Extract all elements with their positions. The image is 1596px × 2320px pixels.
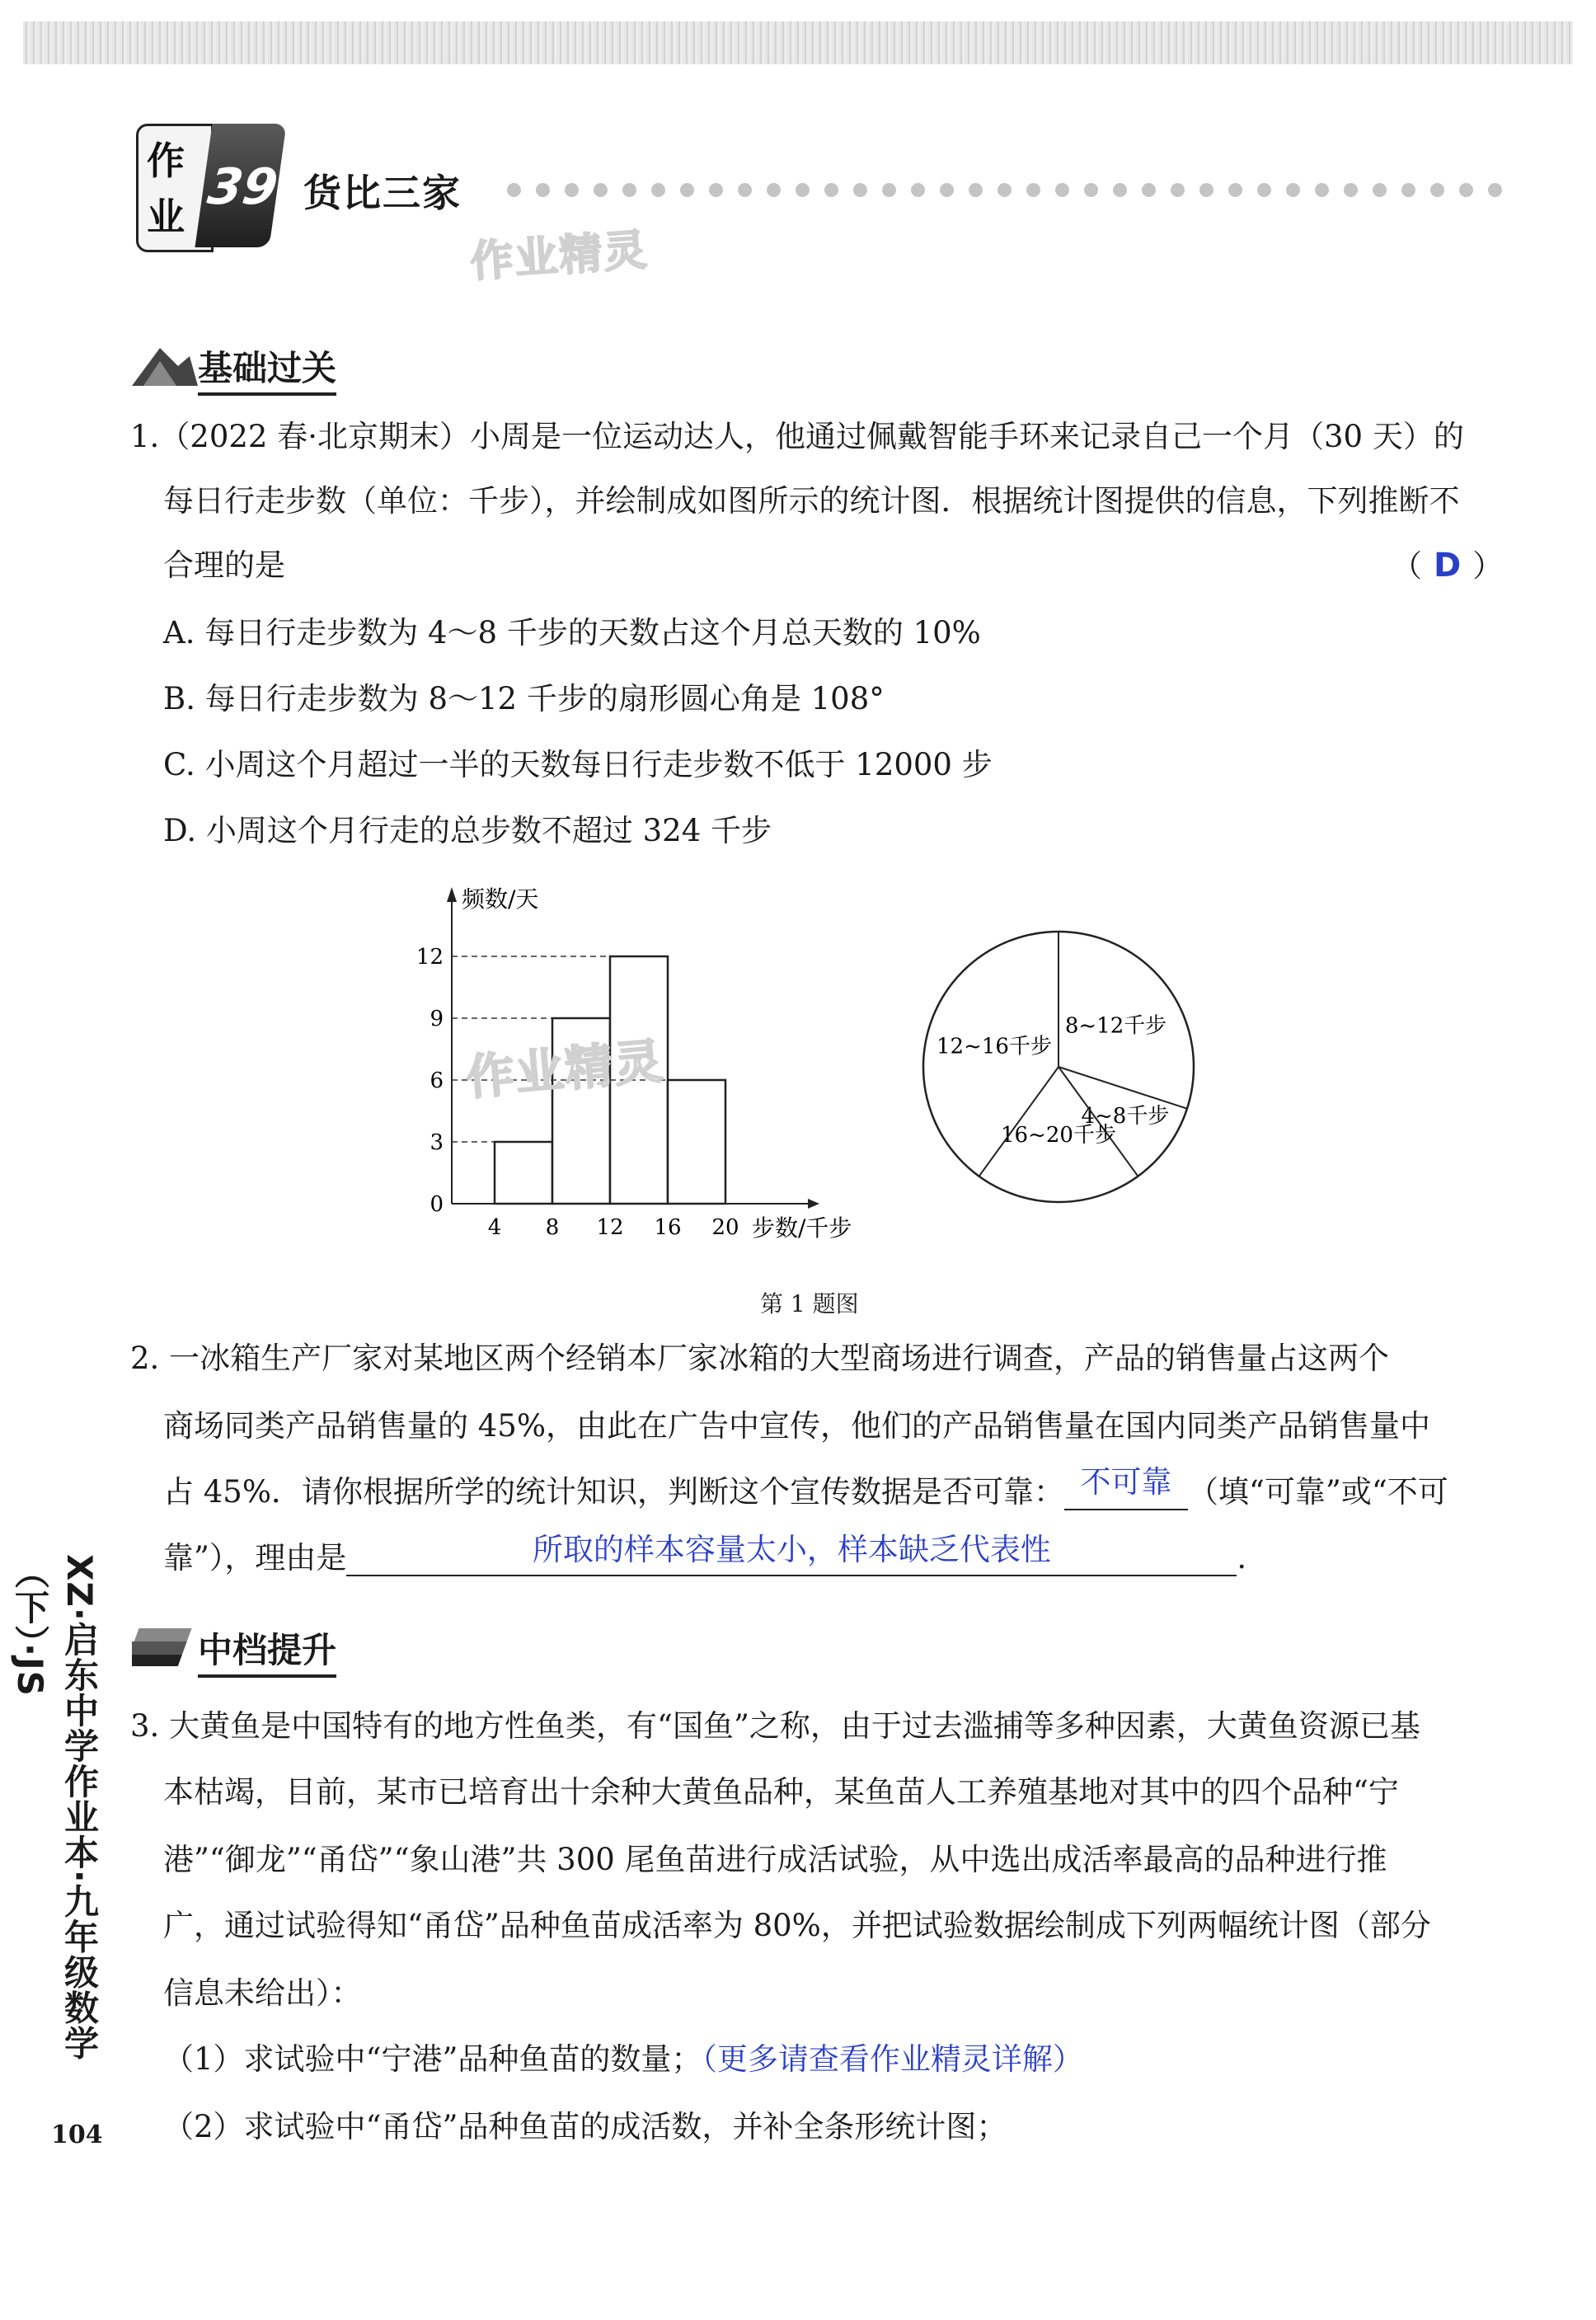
q1-line-3: 合理的是: [163, 547, 285, 583]
x-tick-label: 20: [711, 1215, 739, 1240]
q3-line-5: 信息未给出）：: [163, 1975, 362, 2011]
top-decorative-band: [23, 21, 1573, 64]
q3-line-2: 本枯竭，目前，某市已培育出十余种大黄鱼品种，某鱼苗人工养殖基地对其中的四个品种“宁: [163, 1774, 1399, 1810]
assignment-badge: [136, 124, 282, 247]
x-tick-label: 16: [654, 1215, 682, 1240]
section-heading-basic: [132, 338, 396, 387]
q1-paren-close: ）: [1472, 548, 1504, 584]
q1-answer: D: [1434, 547, 1462, 585]
stacked-books-icon: [132, 1625, 200, 1668]
mountain-icon: [132, 341, 198, 387]
section-title-advanced: 中档提升: [198, 1623, 336, 1678]
q1-line-2: 每日行走步数（单位：千步），并绘制成如图所示的统计图．根据统计图提供的信息，下列推断不: [163, 483, 1460, 519]
badge-bottom-char: 业: [147, 195, 185, 239]
section-heading-advanced: [132, 1620, 396, 1670]
y-tick-label: 12: [415, 945, 444, 970]
y-axis-label: 频数/天: [462, 885, 539, 913]
q2-answer1-blank: [1064, 1464, 1188, 1510]
y-axis-arrow: [447, 887, 457, 902]
x-axis-arrow: [808, 1199, 819, 1209]
x-tick-label: 12: [596, 1215, 624, 1240]
q2-line-4-pre: 靠”），理由是: [163, 1540, 347, 1576]
pie-slice-label: 12~16千步: [936, 1034, 1052, 1059]
section-title-basic: 基础过关: [198, 341, 336, 396]
q2-line-1: 2. 一冰箱生产厂家对某地区两个经销本厂家冰箱的大型商场进行调查，产品的销售量占这两个: [130, 1341, 1390, 1376]
y-tick-label: 6: [430, 1068, 444, 1093]
q3-sub-1: [163, 2043, 1083, 2076]
q1-option-a: A. 每日行走步数为 4～8 千步的天数占这个月总天数的 10%: [163, 615, 981, 650]
y-tick-label: 0: [430, 1192, 444, 1217]
q2-answer2: 所取的样本容量太小，样本缺乏代表性: [532, 1532, 1051, 1567]
q2-line-3: [163, 1464, 1448, 1510]
q3-sub-2: （2）求试验中“甬岱”品种鱼苗的成活数，并补全条形统计图；: [163, 2109, 1007, 2144]
y-tick-label: 9: [430, 1007, 444, 1031]
y-tick-label: 3: [430, 1130, 444, 1155]
x-tick-label: 8: [545, 1215, 560, 1240]
pie-slice-label: 16~20千步: [1001, 1123, 1116, 1148]
q2-line-4-post: .: [1237, 1540, 1247, 1576]
badge-top-char: 作: [147, 139, 185, 183]
figure-caption: 第 1 题图: [760, 1290, 859, 1317]
q2-answer1: 不可靠: [1080, 1464, 1172, 1500]
pie-slice-label: 4~8千步: [1081, 1103, 1170, 1129]
watermark-chart: 作业精灵: [463, 1032, 666, 1106]
q2-answer2-blank: [346, 1532, 1237, 1576]
x-axis-label: 步数/千步: [752, 1214, 852, 1242]
q1-answer-bracket: [1392, 549, 1503, 583]
q2-line-3-post: （填“可靠”或“不可: [1188, 1474, 1448, 1510]
q1-option-c: C. 小周这个月超过一半的天数每日行走步数不低于 12000 步: [163, 747, 993, 782]
badge-number: 39: [204, 158, 282, 216]
q2-line-3-pre: 占 45%．请你根据所学的统计知识，判断这个宣传数据是否可靠：: [163, 1474, 1064, 1510]
x-tick-label: 4: [487, 1215, 502, 1240]
q1-line-1: 1.（2022 春·北京期末）小周是一位运动达人，他通过佩戴智能手环来记录自己一个月（30 天）的: [130, 419, 1464, 454]
histogram-bar: [668, 1080, 725, 1204]
q3-sub-1-text: （1）求试验中“宁港”品种鱼苗的数量；: [163, 2041, 702, 2077]
side-book-label: XZ·启东中学作业本·九年级数学（下）·JS: [10, 1554, 100, 2061]
pie-slice-boundary: [979, 1067, 1059, 1176]
page-title: 货比三家: [303, 171, 462, 215]
q3-line-3: 港”“御龙”“甬岱”“象山港”共 300 尾鱼苗进行成活试验，从中选出成活率最高的品种进行推: [163, 1842, 1387, 1877]
q3-sub-1-hint[interactable]: （更多请查看作业精灵详解）: [702, 2041, 1083, 2077]
watermark: 作业精灵: [468, 225, 650, 288]
pie-slice-boundary: [1059, 1067, 1187, 1109]
q2-line-4: [163, 1532, 1247, 1576]
q1-option-b: B. 每日行走步数为 8～12 千步的扇形圆心角是 108°: [163, 681, 885, 716]
q1-paren-open: （: [1392, 548, 1422, 584]
q2-line-2: 商场同类产品销售量的 45%，由此在广告中宣传，他们的产品销售量在国内同类产品销售量中: [163, 1408, 1430, 1444]
title-dot-leader: [507, 183, 1562, 203]
page-number: 104: [51, 2120, 103, 2149]
q3-line-4: 广，通过试验得知“甬岱”品种鱼苗成活率为 80%，并把试验数据绘制成下列两幅统计图（部分: [163, 1908, 1431, 1943]
pie-chart: [907, 923, 1220, 1237]
histogram-bar: [495, 1142, 552, 1204]
q1-option-d: D. 小周这个月行走的总步数不超过 324 千步: [163, 813, 772, 848]
pie-slice-label: 8~12千步: [1064, 1013, 1167, 1039]
q3-line-1: 3. 大黄鱼是中国特有的地方性鱼类，有“国鱼”之称，由于过去滥捕等多种因素，大黄鱼资源已基: [130, 1708, 1420, 1744]
